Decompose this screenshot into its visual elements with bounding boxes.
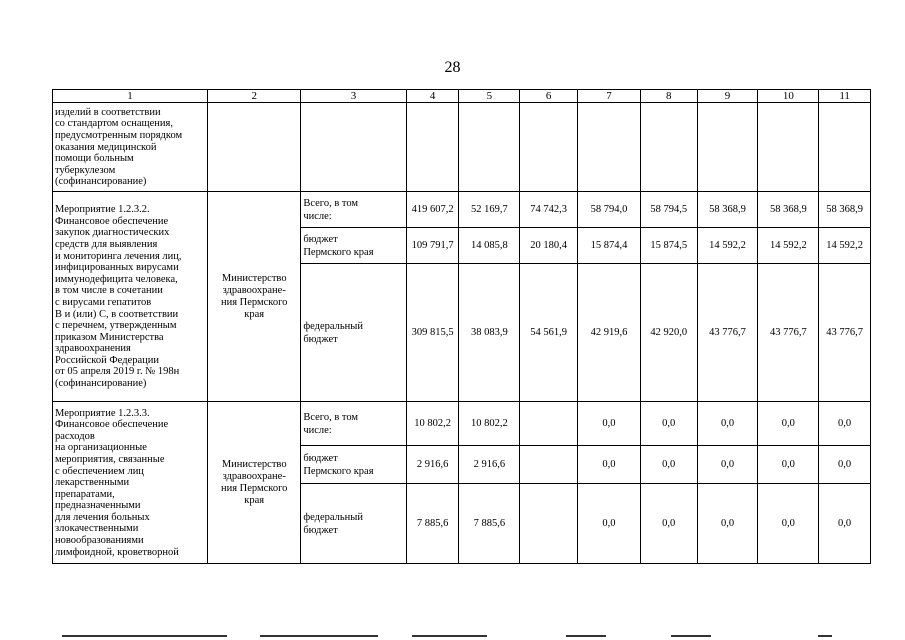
amount-cell: 7 885,6 [459, 484, 520, 564]
amount-cell: 58 794,0 [578, 192, 641, 228]
amount-cell [520, 402, 578, 446]
amount-cell: 0,0 [578, 484, 641, 564]
column-number: 4 [406, 90, 459, 103]
amount-cell: 14 592,2 [697, 228, 758, 264]
funding-source: бюджет Пермского края [301, 228, 406, 264]
funding-source: Всего, в том числе: [301, 402, 406, 446]
funding-source: Всего, в том числе: [301, 192, 406, 228]
amount-cell: 0,0 [697, 402, 758, 446]
amount-cell: 15 874,4 [578, 228, 641, 264]
amount-cell: 58 368,9 [697, 192, 758, 228]
amount-cell: 42 920,0 [640, 264, 697, 402]
amount-cell: 0,0 [758, 446, 819, 484]
amount-cell: 54 561,9 [520, 264, 578, 402]
amount-cell: 419 607,2 [406, 192, 459, 228]
amount-cell: 38 083,9 [459, 264, 520, 402]
table-row [53, 192, 871, 228]
responsible-executor: Министерство здравоохране- ния Пермского края [208, 192, 301, 402]
amount-cell: 109 791,7 [406, 228, 459, 264]
funding-source: бюджет Пермского края [301, 446, 406, 484]
amount-cell: 0,0 [640, 402, 697, 446]
amount-cell: 2 916,6 [406, 446, 459, 484]
amount-cell: 0,0 [640, 484, 697, 564]
measure-description: Мероприятие 1.2.3.2. Финансовое обеспечение закупок диагностических средств для выявления и мониторинга лечения лиц, инфицированных вирусами иммунодефицита человека, в том числе в сочетании с вирусами гепатитов В и (или) С, в соответствии с перечнем, утвержденным приказом Министерства здравоохранения Российской Федерации от 05 апреля 2019 г. № 198н (софинансирование) [53, 192, 208, 402]
amount-cell: 0,0 [819, 446, 871, 484]
amount-cell: 0,0 [697, 446, 758, 484]
amount-cell: 7 885,6 [406, 484, 459, 564]
amount-cell: 0,0 [819, 402, 871, 446]
amount-cell: 43 776,7 [819, 264, 871, 402]
amount-cell: 58 368,9 [758, 192, 819, 228]
amount-cell: 0,0 [697, 484, 758, 564]
column-number: 10 [758, 90, 819, 103]
amount-cell: 74 742,3 [520, 192, 578, 228]
column-number: 3 [301, 90, 406, 103]
bottom-rules [0, 632, 905, 640]
amount-cell: 43 776,7 [758, 264, 819, 402]
amount-cell: 10 802,2 [459, 402, 520, 446]
column-number: 7 [578, 90, 641, 103]
amount-cell: 0,0 [819, 484, 871, 564]
column-number: 11 [819, 90, 871, 103]
responsible-executor: Министерство здравоохране- ния Пермского края [208, 402, 301, 564]
amount-cell: 0,0 [578, 446, 641, 484]
amount-cell [520, 446, 578, 484]
funding-source: федеральный бюджет [301, 264, 406, 402]
amount-cell: 14 085,8 [459, 228, 520, 264]
amount-cell [520, 484, 578, 564]
measure-description: изделий в соответствии со стандартом оснащения, предусмотренным порядком оказания медицинской помощи больным туберкулезом (софинансирование) [53, 103, 208, 192]
measure-description: Мероприятие 1.2.3.3. Финансовое обеспечение расходов на организационные мероприятия, связанные с обеспечением лиц лекарственными препаратами, предназначенными для лечения больных злокачественными новообразованиями лимфоидной, кроветворной [53, 402, 208, 564]
amount-cell: 0,0 [578, 402, 641, 446]
continued-row [53, 103, 871, 192]
amount-cell: 14 592,2 [819, 228, 871, 264]
column-number: 9 [697, 90, 758, 103]
amount-cell: 42 919,6 [578, 264, 641, 402]
table-row [53, 402, 871, 446]
column-number: 2 [208, 90, 301, 103]
amount-cell: 0,0 [758, 484, 819, 564]
amount-cell: 0,0 [640, 446, 697, 484]
amount-cell: 15 874,5 [640, 228, 697, 264]
amount-cell: 58 794,5 [640, 192, 697, 228]
header-row [53, 90, 871, 103]
amount-cell: 52 169,7 [459, 192, 520, 228]
column-number: 5 [459, 90, 520, 103]
column-number: 1 [53, 90, 208, 103]
funding-source: федеральный бюджет [301, 484, 406, 564]
amount-cell: 14 592,2 [758, 228, 819, 264]
funding-table [52, 89, 871, 564]
amount-cell: 58 368,9 [819, 192, 871, 228]
amount-cell: 20 180,4 [520, 228, 578, 264]
amount-cell: 0,0 [758, 402, 819, 446]
amount-cell: 10 802,2 [406, 402, 459, 446]
amount-cell: 43 776,7 [697, 264, 758, 402]
amount-cell: 2 916,6 [459, 446, 520, 484]
column-number: 6 [520, 90, 578, 103]
column-number: 8 [640, 90, 697, 103]
page-number: 28 [444, 59, 461, 76]
amount-cell: 309 815,5 [406, 264, 459, 402]
